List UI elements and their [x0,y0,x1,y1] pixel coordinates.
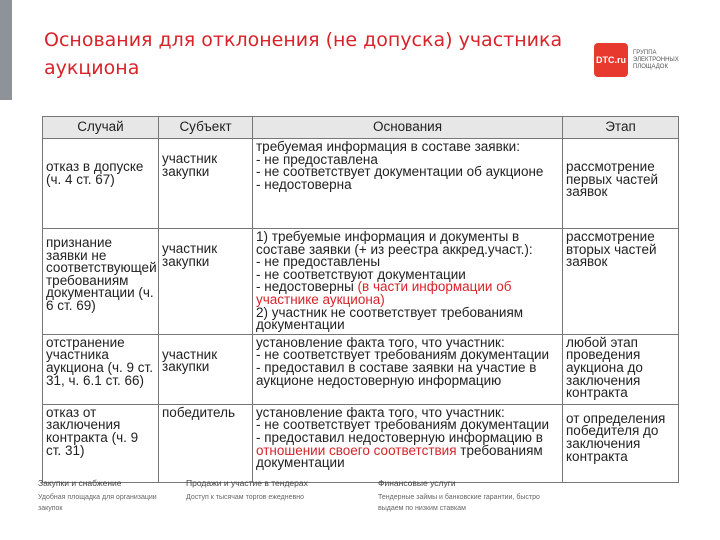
cell-case: отстранение участника аукциона (ч. 9 ст. 31, ч. 6.1 ст. 66) [43,334,159,404]
cell-case: отказ от заключения контракта (ч. 9 ст. 31) [43,404,159,482]
cell-case: отказ в допуске (ч. 4 ст. 67) [43,139,159,229]
grounds-table [42,116,679,483]
basis-text: установление факта того, что участник: - не соответствует требованиям документации - предоставил недостоверную информацию в [256,404,550,445]
basis-text-tail: 2) участник не соответствует требованиям документации [256,304,524,333]
header-case: Случай [43,117,159,139]
footer-column [38,478,168,514]
table-row [43,139,679,229]
cell-basis [253,229,563,335]
cell-subject: победитель [159,404,253,482]
table-row [43,334,679,404]
basis-text-tail: требованиям документации [256,442,543,471]
footer-subtext: Удобная площадка для организации закупок [38,494,157,512]
footer-heading: Закупки и снабжение [38,478,122,488]
cell-basis [253,334,563,404]
table-header-row [43,117,679,139]
cell-stage: рассмотрение первых частей заявок [563,139,679,229]
basis-text: требуемая информация в составе заявки: - не предоставлена - не соответствует документации об аукционе - недостоверна [256,139,544,192]
table-row [43,404,679,482]
cell-subject: участник закупки [159,229,253,335]
company-logo [594,43,693,77]
slide-title: Основания для отклонения (не допуска) участника аукциона [44,29,563,79]
logo-text: ГРУППА ЭЛЕКТРОННЫХ ПЛОЩАДОК [633,49,679,70]
basis-highlight: (в части информации об участнике аукциона) [256,279,512,307]
footer-column [378,478,558,514]
table-row [43,229,679,335]
cell-basis [253,139,563,229]
footer-subtext: Тендерные займы и банковские гарантии, быстро выдаем по низким ставкам [378,494,540,512]
cell-basis [253,404,563,482]
cell-case: признание заявки не соответствующей требованиям документации (ч. 6 ст. 69) [43,229,159,335]
logo-badge: DTC.ru [594,43,628,77]
cell-subject: участник закупки [159,334,253,404]
basis-text: 1) требуемые информация и документы в составе заявки (+ из реестра аккред.участ.): - не предоставлены - не соответствуют документации - недостоверны [256,229,533,295]
side-accent-bar [0,0,12,100]
header-basis: Основания [253,117,563,139]
basis-highlight: отношении своего соответствия [256,442,457,458]
cell-stage: любой этап проведения аукциона до заключения контракта [563,334,679,404]
footer-subtext: Доступ к тысячам торгов ежедневно [186,494,304,501]
header-subject: Субъект [159,117,253,139]
footer-heading: Финансовые услуги [378,478,456,488]
cell-stage: от определения победителя до заключения контракта [563,404,679,482]
basis-text: установление факта того, что участник: - не соответствует требованиям документации - предоставил в составе заявки на участие в аукционе недостоверную информацию [256,334,550,388]
header-stage: Этап [563,117,679,139]
cell-subject: участник закупки [159,139,253,229]
footer-heading: Продажи и участие в тендерах [186,478,308,488]
cell-stage: рассмотрение вторых частей заявок [563,229,679,335]
footer-column [186,478,356,503]
